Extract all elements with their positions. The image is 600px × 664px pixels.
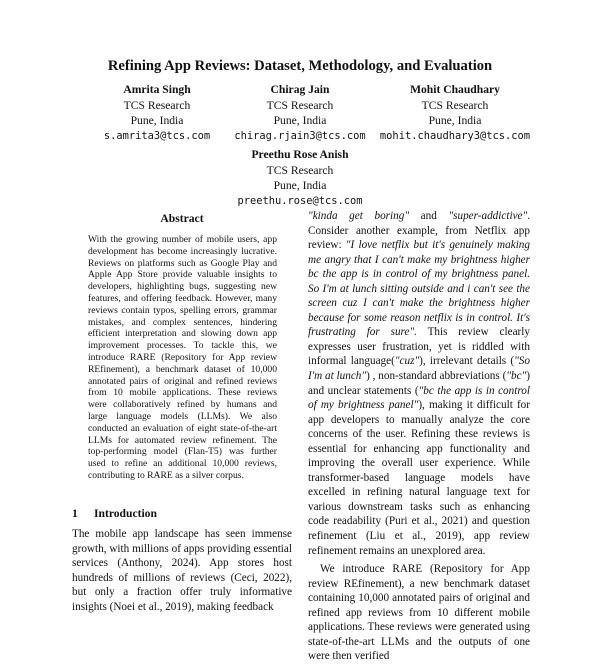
body-text: ) and unclear statements ( [308,370,530,397]
paragraph-rare-intro: We introduce RARE (Repository for App review REfinement), a new benchmark dataset containing 10,000 annotated pairs of original and refined app reviews from 10 different mobile applications. These reviews were generated using state-of-the-art LLMs and the outputs of one were then verified [308,563,530,663]
section-title: Introduction [94,507,157,520]
author-affiliation: TCS Research [123,98,191,112]
author-affiliation: TCS Research [421,98,489,112]
abstract-heading: Abstract [160,212,204,225]
body-text: ), making it difficult for app developers to manually analyze the core concerns of the user. Refining these reviews is essential for enhancing app functionality and improving the overall user experience. While transformer-based language models have excelled in refining natural language text for various downstream tasks such as enhancing code readability (Puri et al., 2021) and question refinement (Liu et al., 2019), app review refinement remains an unexplored area. [308,399,530,557]
quote: "cuz" [394,355,420,368]
section-heading [72,507,292,520]
body-text: . Consider another example, from Netflix app review: [308,210,530,252]
body-text: ) , non-standard abbreviations ( [366,370,507,383]
quote: "super-addictive" [448,210,528,222]
author-location: Pune, India [428,114,482,127]
quote: "kinda get boring" [308,210,410,222]
author-email[interactable]: s.amrita3@tcs.com [103,129,211,142]
author-name: Chirag Jain [270,83,330,96]
quote: "bc" [506,370,527,383]
author-block-3 [375,82,535,144]
author-block-4 [220,147,380,209]
body-text: This review clearly expresses user frustration, yet is riddled with informal language( [308,326,530,368]
author-name: Mohit Chaudhary [410,83,500,96]
author-affiliation: TCS Research [266,163,334,177]
introduction-text: The mobile app landscape has seen immense growth, with millions of apps providing essential services (Anthony, 2024). App stores host hundreds of millions of reviews (Ceci, 2022), but only a fraction offer truly informative insights (Noei et al., 2019), making feedback [72,528,292,613]
author-location: Pune, India [273,114,327,127]
author-location: Pune, India [273,179,327,192]
body-text: ), irrelevant details ( [419,355,515,368]
author-block-2 [225,82,375,144]
abstract-text: With the growing number of mobile users, app development has become increasingly lucrative. Reviews on platforms such as Google Play and Apple App Store provide valuable insights to developers, highlighting bugs, suggesting new features, and offering feedback. However, many reviews contain typos, spelling errors, grammar mistakes, and complex sentences, hindering efficient interpretation and slowing down app improvement processes. To tackle this, we introduce RARE (Repository for App review REfinement), a benchmark dataset of 10,000 annotated pairs of original and refined reviews from 10 mobile applications. These reviews were collaboratively refined by humans and large language models (LLMs). We also conducted an evaluation of eight state-of-the-art LLMs for automated review refinement. The top-performing model (Flan-T5) was further used to refine an additional 10,000 reviews, contributing to RARE as a silver corpus. [88,234,277,481]
author-block-1 [92,82,222,144]
section-number: 1 [72,507,78,520]
quote: "So I'm at lunch" [308,355,530,383]
right-column [308,209,530,663]
author-affiliation: TCS Research [266,98,334,112]
quote: "bc the app is in control of my brightness panel" [308,384,530,412]
author-email[interactable]: mohit.chaudhary3@tcs.com [379,129,531,142]
body-text: and [409,210,449,222]
paper-title: Refining App Reviews: Dataset, Methodology, and Evaluation [107,58,493,74]
author-email[interactable]: preethu.rose@tcs.com [237,194,363,207]
quote: "I love netflix but it's genuinely making me angry that I can't make my brightness higher bc the app is in control of my brightness panel. So I'm at lunch sitting outside and i can't see the screen cuz I can't make the brightness higher because for some reason netflix is in control. It's frustrating for sure". [308,239,530,339]
author-location: Pune, India [130,114,184,127]
paragraph-review-example [308,209,530,558]
author-name: Preethu Rose Anish [251,148,349,161]
author-name: Amrita Singh [123,83,191,96]
author-email[interactable]: chirag.rjain3@tcs.com [234,129,366,142]
